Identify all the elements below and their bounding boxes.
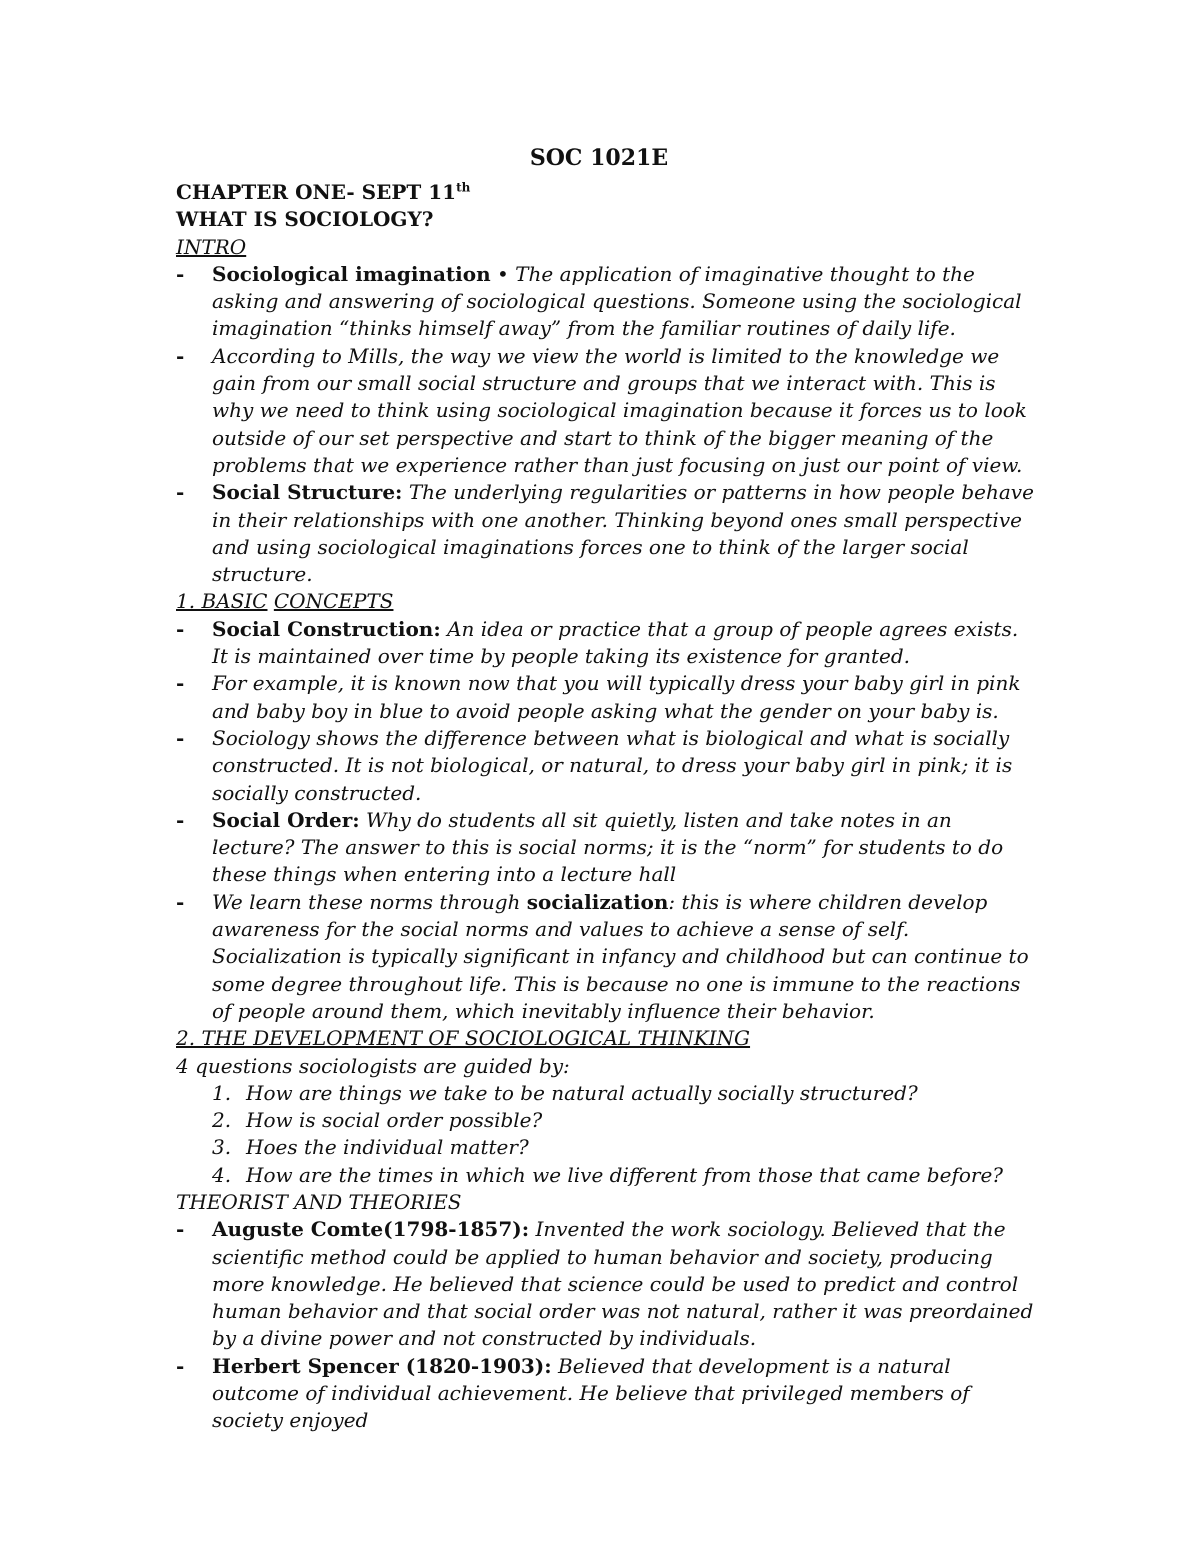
term: Social Order: bbox=[212, 807, 360, 832]
definition: Believed that development is a natural outcome of individual achievement. He believe that privileged members of society enjoyed bbox=[212, 1353, 970, 1433]
document-title: SOC 1021E bbox=[529, 145, 669, 171]
basic-heading-number: 1. BASIC bbox=[176, 589, 268, 614]
definition: An idea or practice that a group of people agrees exists. It is maintained over time by people taking its existence for granted. bbox=[212, 616, 1019, 669]
basic-concepts-heading bbox=[176, 588, 1036, 615]
list-item bbox=[176, 889, 1036, 1025]
chapter-heading-superscript: th bbox=[456, 180, 471, 195]
term: Auguste Comte(1798-1857): bbox=[212, 1217, 530, 1242]
list-item bbox=[176, 343, 1036, 479]
list-item bbox=[176, 1216, 1036, 1352]
definition: Sociology shows the difference between what is biological and what is socially constructed. It is not biological, or natural, to dress your baby girl in pink; it is socially constructed. bbox=[212, 725, 1013, 805]
term: Social Construction: bbox=[212, 616, 441, 641]
document-page bbox=[176, 143, 1036, 1435]
list-item bbox=[176, 807, 1036, 889]
list-item bbox=[176, 1107, 1036, 1134]
definition: The underlying regularities or patterns in how people behave in their relationships with one another. Thinking beyond ones small perspective and using sociological imaginations forces one to think of the larger social structure. bbox=[212, 480, 1034, 587]
item-text: How is social order possible? bbox=[246, 1108, 543, 1133]
term: Sociological imagination bbox=[212, 261, 491, 286]
basic-concepts-list bbox=[176, 616, 1036, 1025]
theorists-heading: THEORIST AND THEORIES bbox=[176, 1189, 462, 1214]
question-heading: WHAT IS SOCIOLOGY? bbox=[176, 207, 434, 232]
term: socialization bbox=[526, 889, 669, 914]
item-text: How are things we take to be natural actually socially structured? bbox=[246, 1080, 918, 1105]
basic-heading-word: CONCEPTS bbox=[273, 589, 394, 614]
list-item bbox=[176, 725, 1036, 807]
list-item bbox=[176, 1353, 1036, 1435]
list-item bbox=[176, 1162, 1036, 1189]
definition: The application of imaginative thought to the asking and answering of sociological questions. Someone using the sociological imagination “thinks himself away” from the familiar routines of daily life. bbox=[212, 261, 1022, 341]
chapter-heading bbox=[176, 179, 1036, 206]
questions-intro: 4 questions sociologists are guided by: bbox=[176, 1053, 570, 1078]
development-heading: 2. THE DEVELOPMENT OF SOCIOLOGICAL THINKING bbox=[176, 1026, 751, 1051]
term: Social Structure: bbox=[212, 480, 403, 505]
list-item bbox=[176, 616, 1036, 671]
list-item bbox=[176, 1134, 1036, 1161]
list-item bbox=[176, 261, 1036, 343]
list-item bbox=[176, 1080, 1036, 1107]
item-number: 1. bbox=[212, 1080, 232, 1105]
item-text: How are the times in which we live different from those that came before? bbox=[246, 1162, 1004, 1187]
chapter-heading-text: CHAPTER ONE- SEPT 11 bbox=[176, 180, 457, 204]
item-text: Hoes the individual matter? bbox=[246, 1135, 529, 1160]
definition-lead: We learn these norms through bbox=[212, 889, 527, 914]
list-item bbox=[176, 670, 1036, 725]
item-number: 4. bbox=[212, 1162, 232, 1187]
definition: Why do students all sit quietly, listen and take notes in an lecture? The answer to this is social norms; it is the “norm” for students to do these things when entering into a lecture hall bbox=[212, 807, 1004, 887]
intro-heading: INTRO bbox=[176, 234, 247, 259]
definition: Invented the work sociology. Believed that the scientific method could be applied to human behavior and society, producing more knowledge. He believed that science could be used to predict and control human behavior and that social order was not natural, rather it was preordained by a divine power and not constructed by individuals. bbox=[212, 1217, 1034, 1351]
questions-list bbox=[176, 1080, 1036, 1189]
definition: For example, it is known now that you will typically dress your baby girl in pink and baby boy in blue to avoid people asking what the gender on your baby is. bbox=[212, 671, 1021, 723]
item-number: 2. bbox=[212, 1108, 232, 1133]
definition: : this is where children develop awareness for the social norms and values to achieve a sense of self. Socialization is typically significant in infancy and childhood but can continue to some degree throughout life. This is because no one is immune to the reactions of people around them, which inevitably influence their behavior. bbox=[212, 889, 1029, 1023]
intro-list bbox=[176, 261, 1036, 589]
theorists-list bbox=[176, 1216, 1036, 1434]
term: Herbert Spencer (1820-1903): bbox=[212, 1353, 552, 1378]
term-separator: • bbox=[490, 261, 516, 286]
definition: According to Mills, the way we view the world is limited to the knowledge we gain from our small social structure and groups that we interact with. This is why we need to think using sociological imagination because it forces us to look outside of our set perspective and start to think of the bigger meaning of the problems that we experience rather than just focusing on just our point of view. bbox=[212, 343, 1027, 477]
item-number: 3. bbox=[212, 1135, 232, 1160]
list-item bbox=[176, 479, 1036, 588]
